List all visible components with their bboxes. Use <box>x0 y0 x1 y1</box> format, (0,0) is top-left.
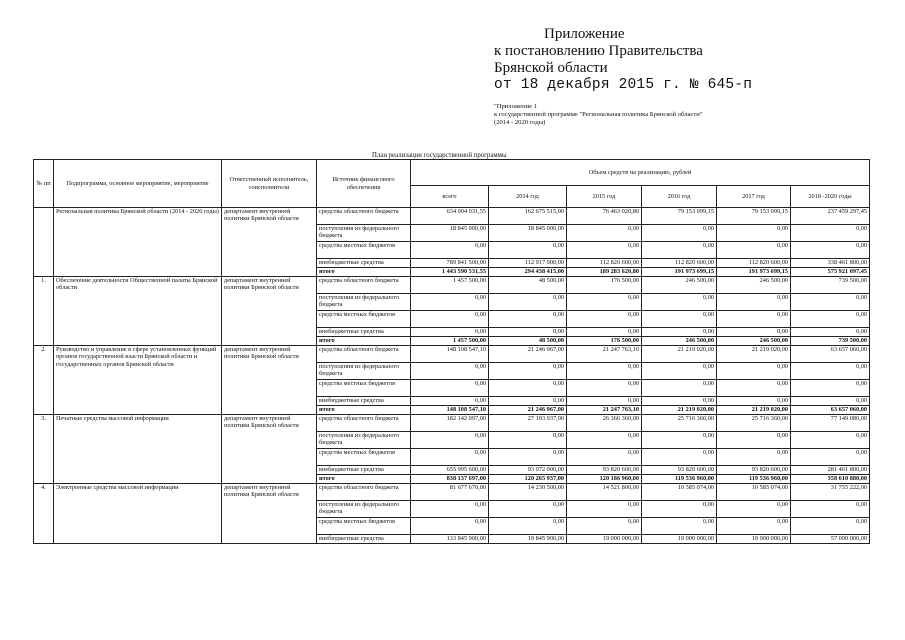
amount-cell: 18 845 000,00 <box>411 225 489 242</box>
amount-cell: 0,00 <box>567 501 642 518</box>
amount-cell: 25 716 360,00 <box>642 415 717 432</box>
amount-cell: 18 845 000,00 <box>489 225 567 242</box>
amount-cell: 237 459 297,45 <box>791 208 870 225</box>
amount-cell: 0,00 <box>791 294 870 311</box>
amount-cell: 93 820 600,00 <box>642 466 717 475</box>
amount-cell: 21 247 763,10 <box>567 406 642 415</box>
amount-cell: 246 500,00 <box>642 337 717 346</box>
amount-cell: 21 219 020,00 <box>717 406 791 415</box>
col-header-source: Источник финансового обеспечения <box>317 160 411 208</box>
amount-cell: 0,00 <box>567 518 642 535</box>
amount-cell: 148 108 547,10 <box>411 346 489 363</box>
funding-source: поступления из федерального бюджета <box>317 432 411 449</box>
measure-name: Электронные средства массовой информации <box>54 484 222 544</box>
amount-cell: 0,00 <box>642 242 717 259</box>
amount-cell: 120 265 937,00 <box>489 475 567 484</box>
amount-cell: 0,00 <box>642 501 717 518</box>
amount-cell: 26 366 360,00 <box>567 415 642 432</box>
amount-cell: 0,00 <box>717 242 791 259</box>
amount-cell: 19 000 000,00 <box>717 535 791 544</box>
funding-source: итого <box>317 337 411 346</box>
col-header-2014: 2014 год <box>489 186 567 208</box>
amount-cell: 0,00 <box>489 449 567 466</box>
col-header-2015: 2015 год <box>567 186 642 208</box>
amount-cell: 1 457 500,00 <box>411 277 489 294</box>
amount-cell: 48 500,00 <box>489 337 567 346</box>
amount-cell: 0,00 <box>642 225 717 242</box>
amount-cell: 112 917 900,00 <box>489 259 567 268</box>
amount-cell: 119 536 960,00 <box>642 475 717 484</box>
measure-name: Печатные средства массовой информации <box>54 415 222 484</box>
amount-cell: 246 500,00 <box>717 277 791 294</box>
amount-cell: 0,00 <box>567 363 642 380</box>
amount-cell: 0,00 <box>642 449 717 466</box>
executor-name: департамент внутренней политики Брянской области <box>222 277 317 346</box>
amount-cell: 14 230 500,00 <box>489 484 567 501</box>
row-number: 2. <box>34 346 54 415</box>
amount-cell: 575 921 097,45 <box>791 268 870 277</box>
amount-cell: 0,00 <box>791 501 870 518</box>
amount-cell: 191 973 699,15 <box>642 268 717 277</box>
amount-cell: 162 675 515,00 <box>489 208 567 225</box>
funding-source: итого <box>317 268 411 277</box>
executor-name: департамент внутренней политики Брянской области <box>222 346 317 415</box>
amount-cell: 21 219 020,00 <box>642 346 717 363</box>
amount-cell: 19 845 900,00 <box>489 535 567 544</box>
amount-cell: 1 443 590 531,55 <box>411 268 489 277</box>
amount-cell: 739 500,00 <box>791 277 870 294</box>
amount-cell: 0,00 <box>489 242 567 259</box>
col-header-total: всего <box>411 186 489 208</box>
amount-cell: 0,00 <box>489 501 567 518</box>
amount-cell: 19 000 000,00 <box>567 535 642 544</box>
amount-cell: 0,00 <box>411 242 489 259</box>
amount-cell: 189 283 620,80 <box>567 268 642 277</box>
amount-cell: 77 149 080,00 <box>791 415 870 432</box>
header-region-line: Брянской области <box>494 60 608 76</box>
col-header-name: Подпрограмма, основное мероприятие, мероприятие <box>54 160 222 208</box>
amount-cell: 48 500,00 <box>489 277 567 294</box>
amount-cell: 0,00 <box>791 311 870 328</box>
amount-cell: 0,00 <box>642 380 717 397</box>
amount-cell: 0,00 <box>567 242 642 259</box>
program-appendix-note <box>494 103 702 127</box>
amount-cell: 789 841 500,00 <box>411 259 489 268</box>
funding-source: поступления из федерального бюджета <box>317 363 411 380</box>
row-number: 4. <box>34 484 54 544</box>
table-row <box>34 277 870 294</box>
amount-cell: 0,00 <box>791 518 870 535</box>
amount-cell: 0,00 <box>411 449 489 466</box>
funding-source: средства местных бюджетов <box>317 449 411 466</box>
amount-cell: 0,00 <box>567 225 642 242</box>
funding-source: средства областного бюджета <box>317 277 411 294</box>
funding-source: средства местных бюджетов <box>317 380 411 397</box>
amount-cell: 0,00 <box>717 380 791 397</box>
amount-cell: 0,00 <box>567 449 642 466</box>
col-header-2016: 2016 год <box>642 186 717 208</box>
amount-cell: 0,00 <box>717 225 791 242</box>
amount-cell: 0,00 <box>411 380 489 397</box>
col-header-2017: 2017 год <box>717 186 791 208</box>
col-header-volume: Объем средств на реализацию, рублей <box>411 160 870 186</box>
amount-cell: 10 585 074,00 <box>717 484 791 501</box>
amount-cell: 0,00 <box>489 363 567 380</box>
amount-cell: 0,00 <box>791 225 870 242</box>
amount-cell: 112 820 600,00 <box>642 259 717 268</box>
amount-cell: 21 246 967,00 <box>489 406 567 415</box>
funding-source: поступления из федерального бюджета <box>317 501 411 518</box>
amount-cell: 27 193 937,00 <box>489 415 567 432</box>
amount-cell: 191 973 699,15 <box>717 268 791 277</box>
table-title: План реализации государственной программы <box>372 152 507 159</box>
funding-source: средства областного бюджета <box>317 346 411 363</box>
amount-cell: 176 500,00 <box>567 337 642 346</box>
amount-cell: 0,00 <box>411 363 489 380</box>
amount-cell: 93 820 600,00 <box>717 466 791 475</box>
amount-cell: 0,00 <box>791 432 870 449</box>
amount-cell: 655 995 600,00 <box>411 466 489 475</box>
table-row <box>34 208 870 225</box>
amount-cell: 338 461 800,00 <box>791 259 870 268</box>
amount-cell: 14 521 800,00 <box>567 484 642 501</box>
table-row <box>34 484 870 501</box>
amount-cell: 0,00 <box>642 432 717 449</box>
amount-cell: 0,00 <box>717 518 791 535</box>
amount-cell: 246 500,00 <box>642 277 717 294</box>
funding-source: итого <box>317 475 411 484</box>
funding-source: средства областного бюджета <box>317 415 411 432</box>
amount-cell: 0,00 <box>411 311 489 328</box>
measure-name: Руководство и управление в сфере установленных функций органов государственной власти Брянской области и государственных органов Брянской области <box>54 346 222 415</box>
row-number: 1. <box>34 277 54 346</box>
funding-source: средства местных бюджетов <box>317 242 411 259</box>
amount-cell: 246 500,00 <box>717 337 791 346</box>
executor-name: департамент внутренней политики Брянской области <box>222 415 317 484</box>
col-header-2018-2020: 2018 -2020 годы <box>791 186 870 208</box>
row-number: 3. <box>34 415 54 484</box>
amount-cell: 63 657 060,00 <box>791 406 870 415</box>
amount-cell: 0,00 <box>791 380 870 397</box>
amount-cell: 294 438 415,00 <box>489 268 567 277</box>
header-date-number: от 18 декабря 2015 г. № 645-п <box>494 77 753 93</box>
amount-cell: 0,00 <box>489 294 567 311</box>
col-header-executor: Ответственный исполнитель, соисполнители <box>222 160 317 208</box>
table-row <box>34 346 870 363</box>
amount-cell: 0,00 <box>411 518 489 535</box>
executor-name: департамент внутренней политики Брянской области <box>222 208 317 277</box>
amount-cell: 25 716 360,00 <box>717 415 791 432</box>
amount-cell: 0,00 <box>791 397 870 406</box>
amount-cell: 112 820 600,00 <box>717 259 791 268</box>
amount-cell: 133 845 900,00 <box>411 535 489 544</box>
sub-header-line-1: "Приложение 1 <box>494 103 538 110</box>
col-header-num: № пп <box>34 160 54 208</box>
amount-cell: 93 820 600,00 <box>567 466 642 475</box>
amount-cell: 120 186 960,00 <box>567 475 642 484</box>
amount-cell: 0,00 <box>791 242 870 259</box>
funding-source: внебюджетные средства <box>317 535 411 544</box>
amount-cell: 0,00 <box>489 518 567 535</box>
amount-cell: 0,00 <box>411 501 489 518</box>
funding-source: поступления из федерального бюджета <box>317 225 411 242</box>
header-resolution-line: к постановлению Правительства <box>494 43 703 59</box>
amount-cell: 0,00 <box>717 363 791 380</box>
amount-cell: 0,00 <box>717 397 791 406</box>
funding-source: средства местных бюджетов <box>317 518 411 535</box>
funding-source: внебюджетные средства <box>317 397 411 406</box>
amount-cell: 0,00 <box>567 432 642 449</box>
amount-cell: 0,00 <box>567 328 642 337</box>
amount-cell: 0,00 <box>567 380 642 397</box>
amount-cell: 1 457 500,00 <box>411 337 489 346</box>
amount-cell: 0,00 <box>717 449 791 466</box>
amount-cell: 81 677 670,00 <box>411 484 489 501</box>
sub-header-line-3: (2014 - 2020 годы) <box>494 119 546 126</box>
amount-cell: 0,00 <box>567 397 642 406</box>
implementation-plan-table <box>33 159 870 544</box>
amount-cell: 0,00 <box>717 311 791 328</box>
measure-name: Обеспечение деятельности Общественной палаты Брянской области <box>54 277 222 346</box>
amount-cell: 0,00 <box>411 328 489 337</box>
executor-name: департамент внутренней политики Брянской области <box>222 484 317 544</box>
amount-cell: 0,00 <box>642 518 717 535</box>
funding-source: средства областного бюджета <box>317 484 411 501</box>
funding-source: внебюджетные средства <box>317 466 411 475</box>
amount-cell: 634 904 031,55 <box>411 208 489 225</box>
amount-cell: 0,00 <box>791 363 870 380</box>
amount-cell: 148 108 547,10 <box>411 406 489 415</box>
amount-cell: 0,00 <box>642 363 717 380</box>
amount-cell: 0,00 <box>567 294 642 311</box>
header-appendix-label: Приложение <box>544 26 625 42</box>
funding-source: внебюджетные средства <box>317 328 411 337</box>
amount-cell: 0,00 <box>411 397 489 406</box>
amount-cell: 93 072 000,00 <box>489 466 567 475</box>
amount-cell: 0,00 <box>717 501 791 518</box>
amount-cell: 79 153 099,15 <box>717 208 791 225</box>
funding-source: итого <box>317 406 411 415</box>
amount-cell: 182 142 097,00 <box>411 415 489 432</box>
amount-cell: 76 463 020,80 <box>567 208 642 225</box>
amount-cell: 63 657 060,00 <box>791 346 870 363</box>
amount-cell: 0,00 <box>489 311 567 328</box>
funding-source: средства областного бюджета <box>317 208 411 225</box>
amount-cell: 21 219 020,00 <box>642 406 717 415</box>
amount-cell: 0,00 <box>642 397 717 406</box>
funding-source: средства местных бюджетов <box>317 311 411 328</box>
funding-source: поступления из федерального бюджета <box>317 294 411 311</box>
amount-cell: 838 137 697,00 <box>411 475 489 484</box>
amount-cell: 0,00 <box>717 328 791 337</box>
amount-cell: 0,00 <box>489 397 567 406</box>
amount-cell: 0,00 <box>791 328 870 337</box>
amount-cell: 0,00 <box>791 449 870 466</box>
amount-cell: 739 500,00 <box>791 337 870 346</box>
amount-cell: 0,00 <box>642 311 717 328</box>
amount-cell: 21 219 020,00 <box>717 346 791 363</box>
amount-cell: 0,00 <box>642 328 717 337</box>
sub-header-line-2: к государственной программе "Региональная политика Брянской области" <box>494 111 703 118</box>
amount-cell: 0,00 <box>489 432 567 449</box>
amount-cell: 0,00 <box>411 294 489 311</box>
funding-source: внебюджетные средства <box>317 259 411 268</box>
amount-cell: 79 153 099,15 <box>642 208 717 225</box>
amount-cell: 0,00 <box>411 432 489 449</box>
amount-cell: 176 500,00 <box>567 277 642 294</box>
amount-cell: 57 000 000,00 <box>791 535 870 544</box>
amount-cell: 358 610 880,00 <box>791 475 870 484</box>
amount-cell: 0,00 <box>642 294 717 311</box>
amount-cell: 21 247 763,10 <box>567 346 642 363</box>
amount-cell: 19 000 000,00 <box>642 535 717 544</box>
table-row <box>34 415 870 432</box>
amount-cell: 0,00 <box>489 328 567 337</box>
amount-cell: 119 536 960,00 <box>717 475 791 484</box>
resolution-header <box>494 26 752 94</box>
amount-cell: 0,00 <box>489 380 567 397</box>
amount-cell: 31 755 222,00 <box>791 484 870 501</box>
amount-cell: 112 820 600,00 <box>567 259 642 268</box>
amount-cell: 21 246 967,00 <box>489 346 567 363</box>
amount-cell: 0,00 <box>717 432 791 449</box>
amount-cell: 0,00 <box>567 311 642 328</box>
row-number <box>34 208 54 277</box>
amount-cell: 0,00 <box>717 294 791 311</box>
measure-name: Региональная политика Брянской области (2014 - 2020 годы) <box>54 208 222 277</box>
plan-table-body <box>34 208 870 544</box>
amount-cell: 281 461 800,00 <box>791 466 870 475</box>
amount-cell: 10 585 074,00 <box>642 484 717 501</box>
